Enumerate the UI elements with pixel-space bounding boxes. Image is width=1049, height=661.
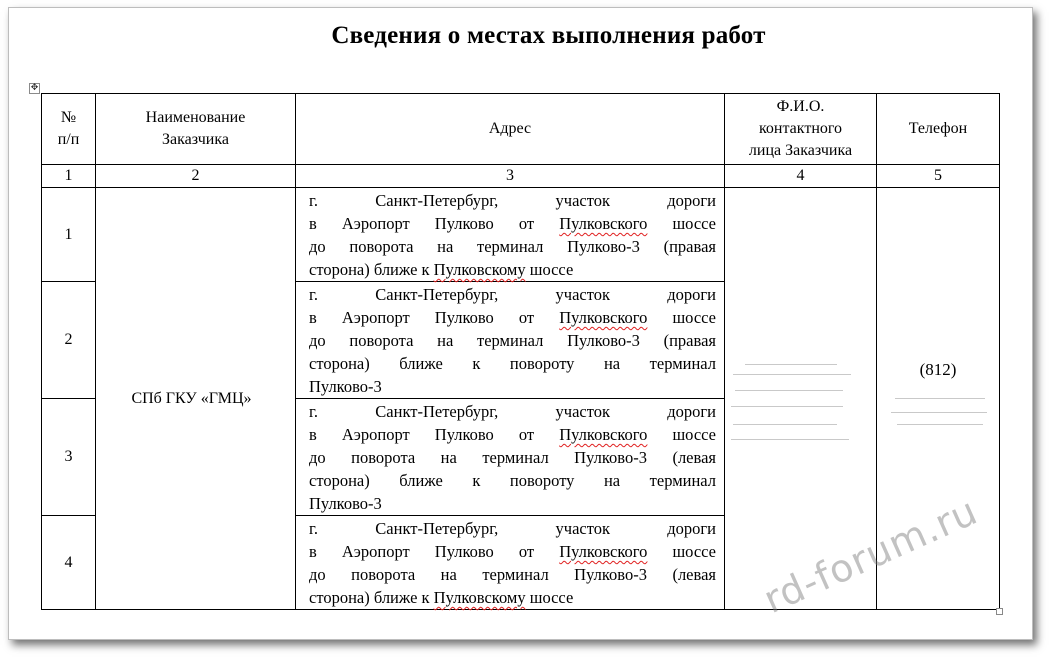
header-customer-line: Наименование (145, 109, 246, 126)
spellcheck-word: Пулковскому (433, 588, 526, 607)
table-row (42, 188, 1000, 282)
address-line: до поворота на терминал Пулково-3 (правая (309, 237, 716, 256)
address-line: в Аэропорт Пулково от Пулковского шоссе (309, 542, 716, 561)
spellcheck-word: Пулковского (559, 542, 648, 561)
address-line: г. Санкт-Петербург, участок дороги (309, 519, 716, 538)
table-header-row (42, 94, 1000, 165)
address-line: в Аэропорт Пулково от Пулковского шоссе (309, 308, 716, 327)
header-customer-line: Заказчика (162, 131, 229, 148)
address-line: сторона) ближе к Пулковскому шоссе (309, 260, 574, 279)
address-line: до поворота на терминал Пулково-3 (левая (309, 565, 716, 584)
address-cell (296, 282, 725, 399)
column-number: 1 (42, 165, 96, 188)
address-line: сторона) ближе к повороту на терминал (309, 354, 716, 373)
header-phone: Телефон (877, 94, 1000, 165)
spellcheck-word: Пулковского (559, 425, 648, 444)
address-line: г. Санкт-Петербург, участок дороги (309, 191, 716, 210)
row-number: 4 (42, 516, 96, 610)
header-no-line: № (60, 109, 77, 126)
spellcheck-word: Пулковского (559, 214, 648, 233)
address-line: в Аэропорт Пулково от Пулковского шоссе (309, 214, 716, 233)
column-number: 3 (296, 165, 725, 188)
customer-name: СПб ГКУ «ГМЦ» (96, 188, 296, 610)
works-locations-table (41, 93, 1000, 610)
column-number: 5 (877, 165, 1000, 188)
header-no (42, 94, 96, 165)
header-no-line: п/п (57, 131, 80, 148)
column-number-row (42, 165, 1000, 188)
redacted-phone (895, 398, 985, 399)
column-number: 4 (725, 165, 877, 188)
address-line: сторона) ближе к повороту на терминал (309, 471, 716, 490)
header-contact-line: лица Заказчика (748, 142, 853, 159)
header-contact-line: Ф.И.О. (776, 98, 825, 115)
row-number: 2 (42, 282, 96, 399)
address-line: г. Санкт-Петербург, участок дороги (309, 285, 716, 304)
table-resize-handle[interactable] (996, 608, 1003, 615)
address-line: Пулково-3 (309, 377, 382, 396)
address-line: г. Санкт-Петербург, участок дороги (309, 402, 716, 421)
header-address: Адрес (296, 94, 725, 165)
watermark: rd-forum.ru (757, 488, 985, 622)
address-cell (296, 399, 725, 516)
address-line: в Аэропорт Пулково от Пулковского шоссе (309, 425, 716, 444)
address-line: до поворота на терминал Пулково-3 (правая (309, 331, 716, 350)
column-number: 2 (96, 165, 296, 188)
address-cell (296, 188, 725, 282)
phone-prefix: (812) (919, 359, 957, 379)
address-line: Пулково-3 (309, 494, 382, 513)
header-contact-line: контактного (758, 120, 843, 137)
header-contact (725, 94, 877, 165)
address-line: сторона) ближе к Пулковскому шоссе (309, 588, 574, 607)
row-number: 1 (42, 188, 96, 282)
address-line: до поворота на терминал Пулково-3 (левая (309, 448, 716, 467)
row-number: 3 (42, 399, 96, 516)
document-title: Сведения о местах выполнения работ (331, 22, 766, 49)
address-cell (296, 516, 725, 610)
table-move-handle-icon[interactable]: ✥ (30, 83, 39, 93)
header-customer (96, 94, 296, 165)
spellcheck-word: Пулковского (559, 308, 648, 327)
spellcheck-word: Пулковскому (433, 260, 526, 279)
